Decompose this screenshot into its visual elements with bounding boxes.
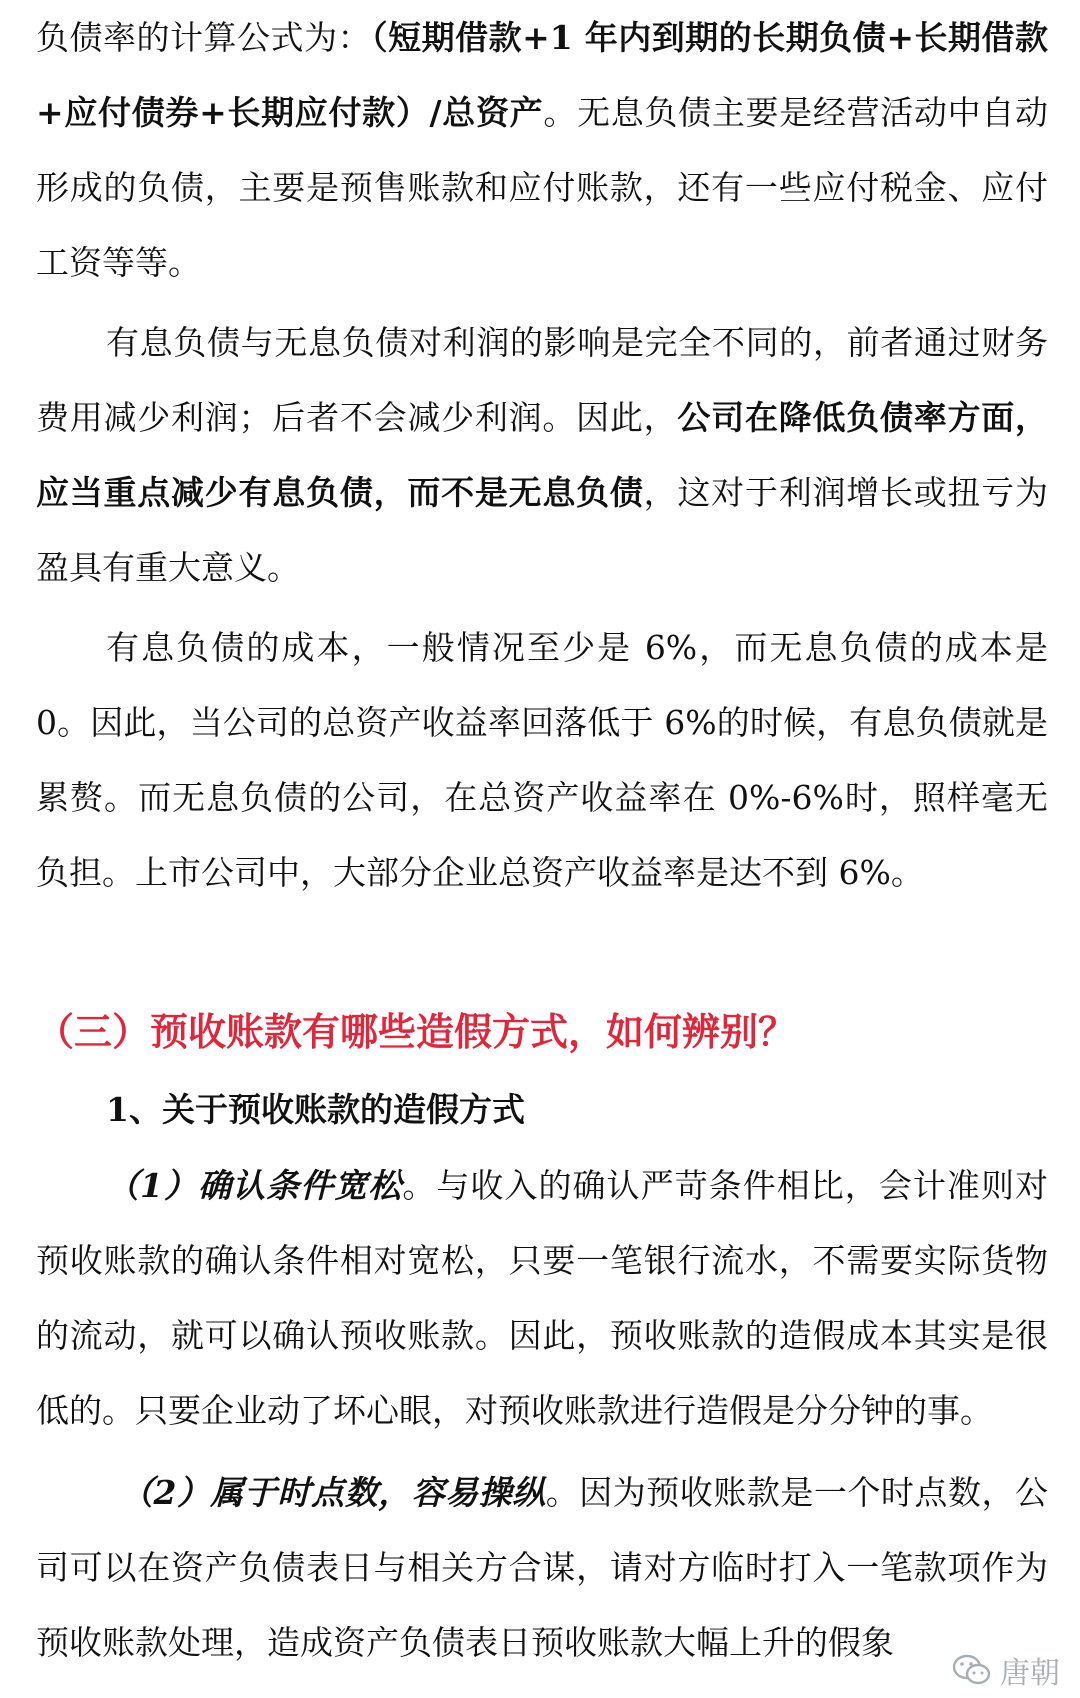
p5-text: 。因为预收账款是一个时点数，公司可以在资产负债表日与相关方合谋，请对方临时打入一笔款项作为预收账款处理，造成资产负债表日预收账款大幅上升的假象	[36, 1473, 1048, 1662]
paragraph-method-2	[36, 1455, 1048, 1680]
p2-text-c: ，这对于利润增长或扭亏为盈具有重大意义。	[36, 473, 1049, 587]
section-heading: （三）预收账款有哪些造假方式，如何辨别？	[36, 1009, 797, 1054]
p4-text: 。与收入的确认严苛条件相比，会计准则对预收账款的确认条件相对宽松，只要一笔银行流水，不需要实际货物的流动，就可以确认预收账款。因此，预收账款的造假成本其实是很低的。只要企业动了坏心眼，对预收账款进行造假是分分钟的事。	[36, 1166, 1048, 1430]
paragraph-interest-debt-impact	[36, 305, 1048, 605]
paragraph-debt-cost	[36, 610, 1048, 910]
p1-formula: （短期借款+1 年内到期的长期负债+长期借款+应付债券+长期应付款）/总资产	[36, 18, 1048, 132]
p2-emphasis: 公司在降低负债率方面，应当重点减少有息负债，而不是无息负债	[36, 398, 1049, 512]
paragraph-debt-ratio	[36, 0, 1048, 300]
p5-lead: （2）属于时点数，容易操纵	[120, 1473, 546, 1512]
p1-text-a: 负债率的计算公式为：	[36, 18, 372, 57]
p1-text-c: 。无息负债主要是经营活动中自动形成的负债，主要是预售账款和应付账款，还有一些应付税金、应付工资等等。	[36, 93, 1049, 282]
watermark	[952, 1646, 1060, 1694]
wechat-icon	[952, 1653, 992, 1687]
subsection-heading: 1、关于预收账款的造假方式	[106, 1090, 525, 1129]
watermark-text: 唐朝	[1000, 1656, 1060, 1691]
paragraph-method-1	[36, 1148, 1048, 1448]
p3-text: 有息负债的成本，一般情况至少是 6%，而无息负债的成本是 0。因此，当公司的总资产收益率回落低于 6%的时候，有息负债就是累赘。而无息负债的公司，在总资产收益率在 0%-6%时，照样毫无负担。上市公司中，大部分企业总资产收益率是达不到 6%。	[36, 628, 1048, 892]
p4-lead: （1）确认条件宽松	[106, 1166, 403, 1205]
p2-text-a: 有息负债与无息负债对利润的影响是完全不同的，前者通过财务费用减少利润；后者不会减少利润。因此，	[36, 323, 1048, 437]
